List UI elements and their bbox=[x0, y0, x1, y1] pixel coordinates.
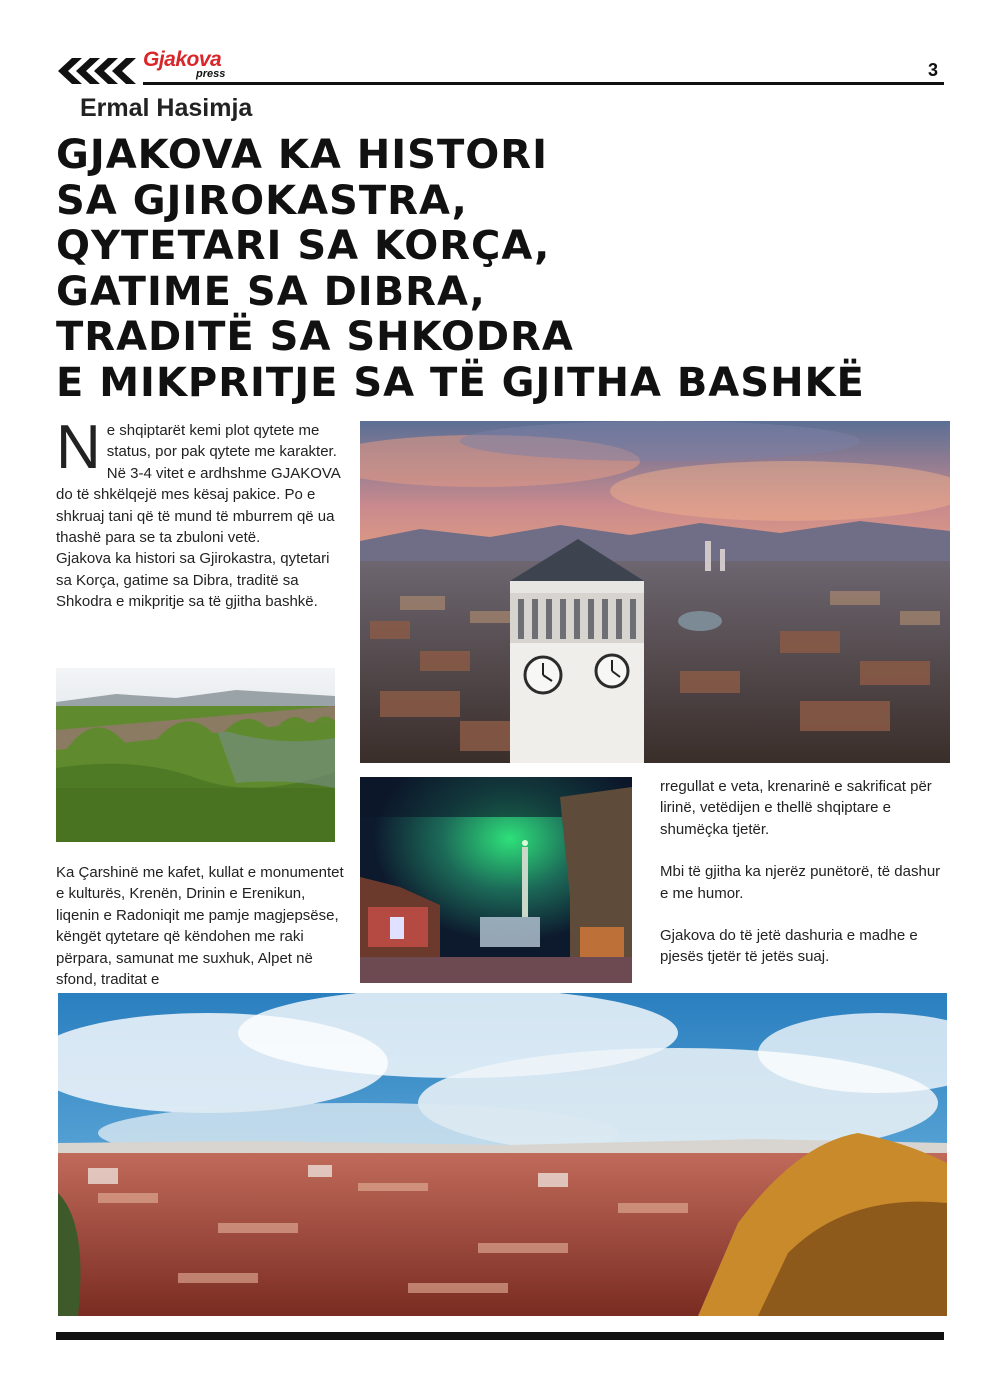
chevron-arrows-icon bbox=[58, 58, 138, 84]
headline-line: QYTETARI SA KORÇA, bbox=[56, 223, 551, 269]
headline-line: TRADITË SA SHKODRA bbox=[56, 314, 574, 360]
body-paragraph-3c: Gjakova do të jetë dashuria e madhe e pjesës tjetër të jetës suaj. bbox=[660, 927, 918, 966]
headline-line: E MIKPRITJE SA TË GJITHA BASHKË bbox=[56, 359, 865, 406]
author-name: Ermal Hasimja bbox=[80, 94, 253, 122]
header-rule bbox=[143, 82, 944, 85]
intro-paragraph bbox=[56, 413, 348, 613]
panorama-photo bbox=[58, 993, 947, 1316]
body-paragraph-3 bbox=[660, 776, 950, 989]
intro-line-3: Gjakova ka histori sa Gjirokastra, qytetari sa Korça, gatime sa Dibra, traditë sa Shkodra e mikpritje sa të gjitha bashkë. bbox=[56, 550, 330, 611]
body-paragraph-3b: Mbi të gjitha ka njerëz punëtorë, të dashur e me humor. bbox=[660, 863, 941, 902]
headline-line: SA GJIROKASTRA, bbox=[56, 177, 468, 224]
night-street-photo bbox=[360, 777, 632, 983]
intro-line-1: e shqiptarët kemi plot qytete me status, por pak qytete me karakter. bbox=[106, 422, 337, 461]
headline bbox=[56, 133, 956, 406]
logo-sub: press bbox=[196, 68, 226, 80]
headline-line: GATIME SA DIBRA, bbox=[56, 268, 486, 315]
clock-tower-photo bbox=[360, 421, 950, 763]
page-number: 3 bbox=[928, 60, 939, 80]
drop-cap: N bbox=[56, 413, 101, 482]
body-paragraph-3a: rregullat e veta, krenarinë e sakrificat për lirinë, vetëdijen e thellë shqiptare e shumëçka tjetër. bbox=[660, 778, 932, 838]
bridge-photo bbox=[56, 668, 335, 842]
intro-line-2: Në 3-4 vitet e ardhshme GJAKOVA do të shkëlqejë mes kësaj pakice. Po e shkruaj tani që të mund të mburrem që ua thashë para se ta zbuloni vetë. bbox=[56, 464, 340, 547]
body-paragraph-2: Ka Çarshinë me kafet, kullat e monumentet e kulturës, Krenën, Drinin e Erenikun, liqenin e Radoniqit me pamje magjepsëse, këngët qytetare që këndohen me raki përpara, samunat me suxhuk, Alpet në sfond, traditat e bbox=[56, 864, 344, 989]
footer-rule bbox=[56, 1332, 944, 1340]
logo-main: Gjakova bbox=[143, 48, 222, 71]
headline-line: GJAKOVA KA HISTORI bbox=[56, 132, 548, 178]
